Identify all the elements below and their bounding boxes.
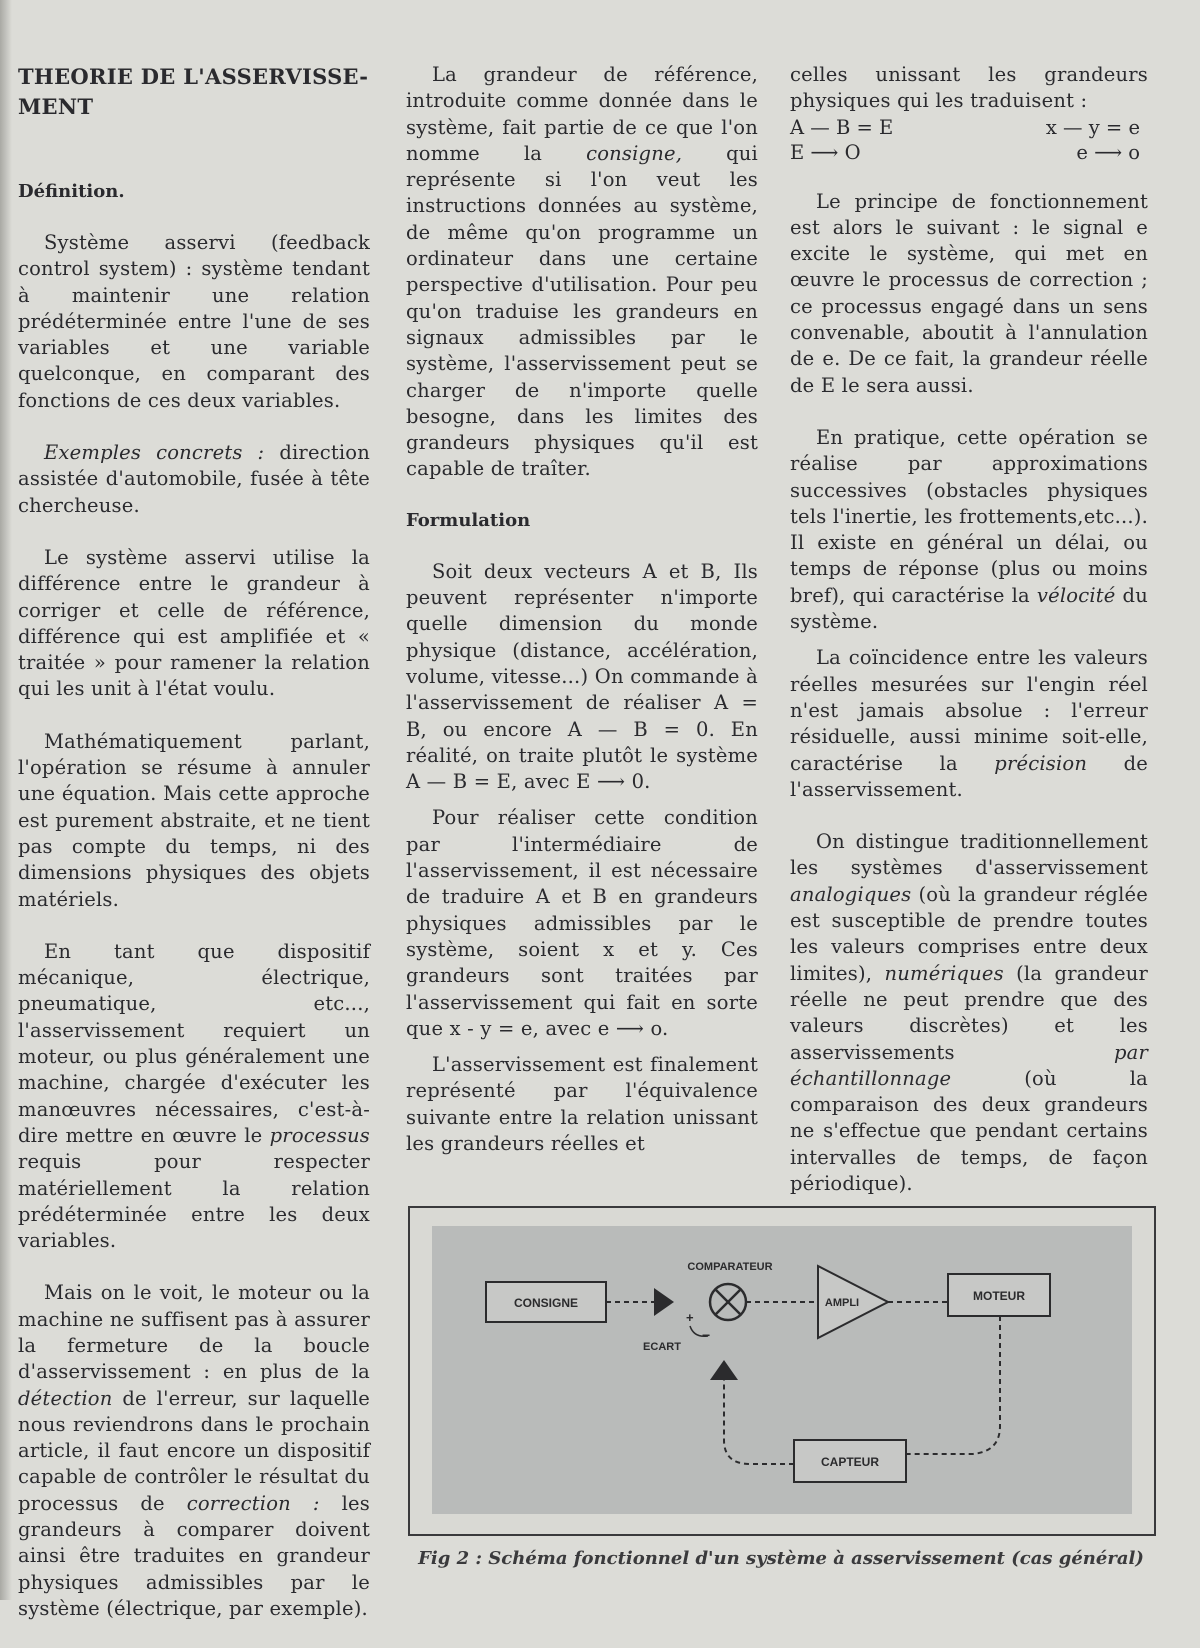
emphasis-velocite: vélocité [1036,583,1116,607]
figure-caption: Fig 2 : Schéma fonctionnel d'un système à asservissement (cas général) [418,1548,1144,1569]
text-run: du système. [790,583,1149,634]
text-run: Mais on le voit, le moteur ou la machine ne suffisent pas à assurer la fermeture de la boucle d'asservissement : en plus de la [18,1281,370,1384]
examples-text: direction assistée d'automobile, fusée à tête chercheuse. [18,441,370,517]
arrowhead [654,1288,674,1316]
paragraph-examples [18,440,370,519]
block-diagram [432,1226,1132,1514]
paragraph-definition: Système asservi (feedback control system) : système tendant à maintenir une relation prédéterminée entre l'une de ses variables et une variable quelconque, en comparant des fonctions de ces deux variables. [18,231,370,412]
text-run: (la grandeur réelle ne peut prendre que des valeurs discrètes) et les asservissements [790,961,1149,1064]
text-run: (où la grandeur réglée est susceptible de prendre toutes les valeurs comprises entre deux limites), [790,882,1148,985]
page-edge-shadow [0,0,12,1600]
text-run: de l'erreur, sur laquelle nous reviendrons dans le prochain article, il faut encore un dispositif capable de contrôler le résultat du processus de [18,1386,370,1515]
limit-real: E ⟶ O [790,140,861,164]
equation-row-1 [790,115,1148,140]
emphasis-consigne: consigne, [586,141,683,165]
feedback-line [724,1380,794,1464]
paragraph-mathematics: Mathématiquement parlant, l'opération se résume à annuler une équation. Mais cette approche est purement abstraite, et ne tient pas compte du temps, ni des dimensions physiques des objets matériels. [18,729,370,911]
text-run: (où la comparaison des deux grandeurs ne s'effectue que pendant certains intervalles de temps, de façon périodique). [790,1066,1148,1195]
ecart-label: ECART [643,1341,681,1353]
equation-real: A — B = E [790,115,894,139]
plus-sign: + [686,1310,694,1325]
figure-frame [408,1206,1156,1536]
heading-definition: Définition. [18,181,125,202]
heading-formulation: Formulation [406,509,531,531]
text-run: les grandeurs à comparer doivent ainsi être traduites en grandeur physiques admissibles par le système (électrique, par exemple). [18,1491,370,1620]
paragraph-principe: Le principe de fonctionnement est alors le suivant : le signal e excite le système, qui met en œuvre le processus de correction ; ce processus engagé dans un sens convenable, aboutit à l'annulation de e. De ce fait, la grandeur réelle de E le sera aussi. [790,189,1148,397]
text-run: On distingue traditionnellement les systèmes d'asservissement [790,830,1148,880]
article-title: THEORIE DE L'ASSERVISSE-MENT [18,64,369,119]
paragraph-types [790,829,1148,1197]
text-run: qui représente si l'on veut les instructions données au système, de même qu'on programme un ordinateur dans une certaine perspective d'utilisation. Pour peu qu'on traduise les grandeurs en signaux admissibles par le système, l'asservissement peut se charger de n'importe quelle besogne, dans les limites des grandeurs physiques qu'il est capable de traîter. [406,141,758,481]
figure-diagram-area [432,1226,1132,1514]
equation-row-2 [790,140,1148,165]
examples-label: Exemples concrets : [44,441,265,465]
paragraph-equivalence: L'asservissement est finalement représenté par l'équivalence suivante entre la relation unissant les grandeurs réelles et [406,1053,758,1155]
column-2 [406,62,758,1167]
paragraph-boucle [18,1280,370,1622]
paragraph-vecteurs: Soit deux vecteurs A et B, Ils peuvent représenter n'importe quelle dimension du monde physique (distance, accélération, volume, vitesse...) On commande à l'asservissement de réaliser A = B, ou encore A — B = 0. En réalité, on traite plutôt le système A — B = E, avec E ⟶ 0. [406,559,758,794]
capteur-label: CAPTEUR [820,1455,880,1469]
paragraph-condition: Pour réaliser cette condition par l'intermédiaire de l'asservissement, il est nécessaire de traduire A et B en grandeurs physiques admissibles par le système, soient x et y. Ces grandeurs sont traitées par l'asservissement qui fait en sorte que x - y = e, avec e ⟶ o. [406,806,758,1040]
paragraph-reference [406,62,758,483]
column-3 [790,62,1148,1223]
column-1 [18,62,370,1648]
emphasis-echantillonnage: par échantillonnage [790,1040,1148,1090]
text-run: En tant que dispositif mécanique, électrique, pneumatique, etc..., l'asservissement requiert un moteur, ou plus généralement une machine, chargée d'exécuter les manœuvres nécessaires, c'est-à-dire mettre en œuvre le [18,939,370,1147]
emphasis-processus: processus [269,1123,370,1147]
text-run: La coïncidence entre les valeurs réelles mesurées sur l'engin réel n'est jamais absolue : l'erreur résiduelle, aussi minime soit-elle, caractérise la [790,646,1148,775]
minus-sign: − [702,1327,711,1343]
arrowhead [710,1360,738,1380]
feedback-line [906,1316,1000,1454]
emphasis-numeriques: numériques [884,961,1004,985]
text-run: En pratique, cette opération se réalise par approximations successives (obstacles physiques tels l'inertie, les frottements,etc...). Il existe en général un délai, ou temps de réponse (plus ou moins bref), qui caractérise la [790,425,1148,607]
limit-physical: e ⟶ o [1076,140,1140,164]
comparateur-label: COMPARATEUR [687,1261,773,1273]
emphasis-detection: détection [18,1386,113,1410]
paragraph-grandeurs-physiques: celles unissant les grandeurs physiques qui les traduisent : [790,63,1148,113]
text-run: requis pour respecter matériellement la relation prédéterminée entre les deux variables. [18,1150,370,1253]
ampli-label: AMPLI [824,1297,860,1309]
text-run: de l'asservissement. [790,751,1148,801]
emphasis-correction: correction : [186,1491,320,1515]
paragraph-precision [790,645,1148,803]
consigne-label: CONSIGNE [513,1296,579,1310]
text-run: La grandeur de référence, introduite comme donnée dans le système, fait partie de ce que l'on nomme la [406,63,758,165]
equation-block [790,115,1148,165]
emphasis-precision: précision [994,751,1088,775]
paragraph-difference: Le système asservi utilise la différence entre le grandeur à corriger et celle de référence, différence qui est amplifiée et « traitée » pour ramener la relation qui les unit à l'état voulu. [18,545,370,701]
emphasis-analogiques: analogiques [790,882,912,906]
paragraph-dispositif [18,939,370,1255]
paragraph-pratique [790,425,1148,635]
moteur-label: MOTEUR [973,1289,1025,1303]
equation-physical: x — y = e [1045,115,1140,139]
